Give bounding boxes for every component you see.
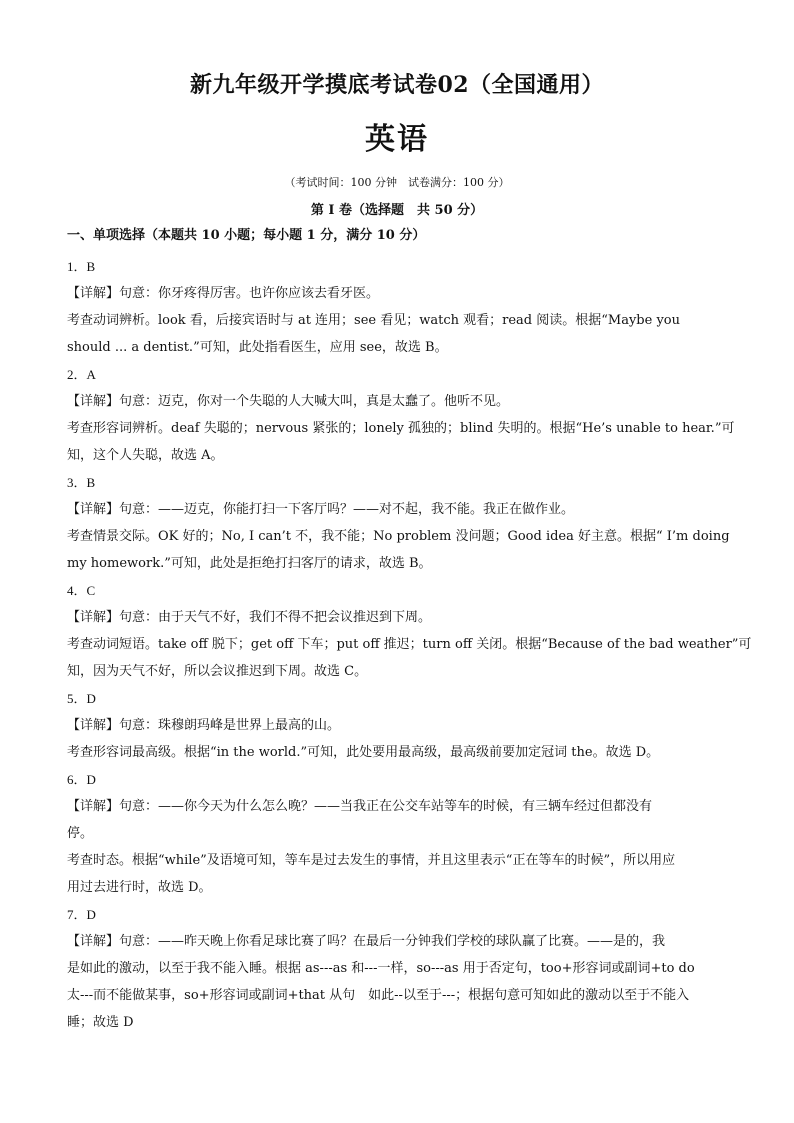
answer-line: 考查时态。根据“while”及语境可知，等车是过去发生的事情，并且这里表示“正在等车的时候”，所以用应 <box>67 853 676 868</box>
answer-line: 考查情景交际。OK 好的；No, I can’t 不，我不能；No problem 没问题；Good idea 好主意。根据“ I’m doing <box>67 529 730 544</box>
answer-line: 6．D <box>67 772 96 787</box>
answer-line: 5．D <box>67 691 96 706</box>
answer-line: 4．C <box>67 583 96 598</box>
answer-line: 【详解】句意：你牙疼得厉害。也许你应该去看牙医。 <box>67 286 380 301</box>
answer-line: 【详解】句意：——你今天为什么怎么晚？——当我正在公交车站等车的时候，有三辆车经过但都没有 <box>67 799 653 814</box>
answer-line: 考查动词辨析。look 看，后接宾语时与 at 连用；see 看见；watch 观看；read 阅读。根据“Maybe you <box>67 313 680 328</box>
answer-line: 用过去进行时，故选 D。 <box>67 880 212 895</box>
answer-line: 考查形容词最高级。根据“in the world.”可知，此处要用最高级，最高级前要加定冠词 the。故选 D。 <box>67 745 660 760</box>
exam-info: （考试时间：100 分钟 试卷满分：100 分） <box>284 176 510 189</box>
answer-line: 知，因为天气不好，所以会议推迟到下周。故选 C。 <box>67 664 368 679</box>
subject-title: 英语 <box>365 122 429 157</box>
answer-line: 【详解】句意：——迈克，你能打扫一下客厅吗？——对不起，我不能。我正在做作业。 <box>67 502 575 517</box>
answer-line: 知，这个人失聪，故选 A。 <box>67 448 224 463</box>
section-heading: 一、单项选择（本题共 10 小题；每小题 1 分，满分 10 分） <box>67 228 426 243</box>
answer-line: 7．D <box>67 907 96 922</box>
answer-line: 【详解】句意：珠穆朗玛峰是世界上最高的山。 <box>67 718 341 733</box>
answer-line: 【详解】句意：由于天气不好，我们不得不把会议推迟到下周。 <box>67 610 432 625</box>
part-title: 第 I 卷（选择题 共 50 分） <box>310 203 484 218</box>
answer-line: 考查动词短语。take off 脱下；get off 下车；put off 推迟；turn off 关闭。根据“Because of the bad weather”可 <box>67 637 752 652</box>
answer-line: 【详解】句意：——昨天晚上你看足球比赛了吗？在最后一分钟我们学校的球队赢了比赛。——是的，我 <box>67 934 666 949</box>
answer-lines <box>67 253 752 1036</box>
answer-line: 是如此的激动，以至于我不能入睡。根据 as---as 和---一样，so---as 用于否定句，too+形容词或副词+to do <box>67 961 695 976</box>
document-title: 新九年级开学摸底考试卷02（全国通用） <box>189 72 605 98</box>
answer-line: 3．B <box>67 475 96 490</box>
answer-line: 1．B <box>67 259 96 274</box>
answer-line: 【详解】句意：迈克，你对一个失聪的人大喊大叫，真是太蠢了。他听不见。 <box>67 394 510 409</box>
answer-line: 太---而不能做某事，so+形容词或副词+that 从句 如此--以至于---；根据句意可知如此的激动以至于不能入 <box>67 988 690 1003</box>
answer-line: 停。 <box>67 826 94 841</box>
answer-line: my homework.”可知，此处是拒绝打扫客厅的请求，故选 B。 <box>67 556 432 571</box>
answer-line: 睡；故选 D <box>67 1015 134 1030</box>
answer-content <box>67 226 752 1036</box>
answer-line: should ... a dentist.”可知，此处指看医生，应用 see，故选 B。 <box>67 340 448 355</box>
answer-line: 考查形容词辨析。deaf 失聪的；nervous 紧张的；lonely 孤独的；blind 失明的。根据“He’s unable to hear.”可 <box>67 421 735 436</box>
answer-line: 2．A <box>67 367 96 382</box>
